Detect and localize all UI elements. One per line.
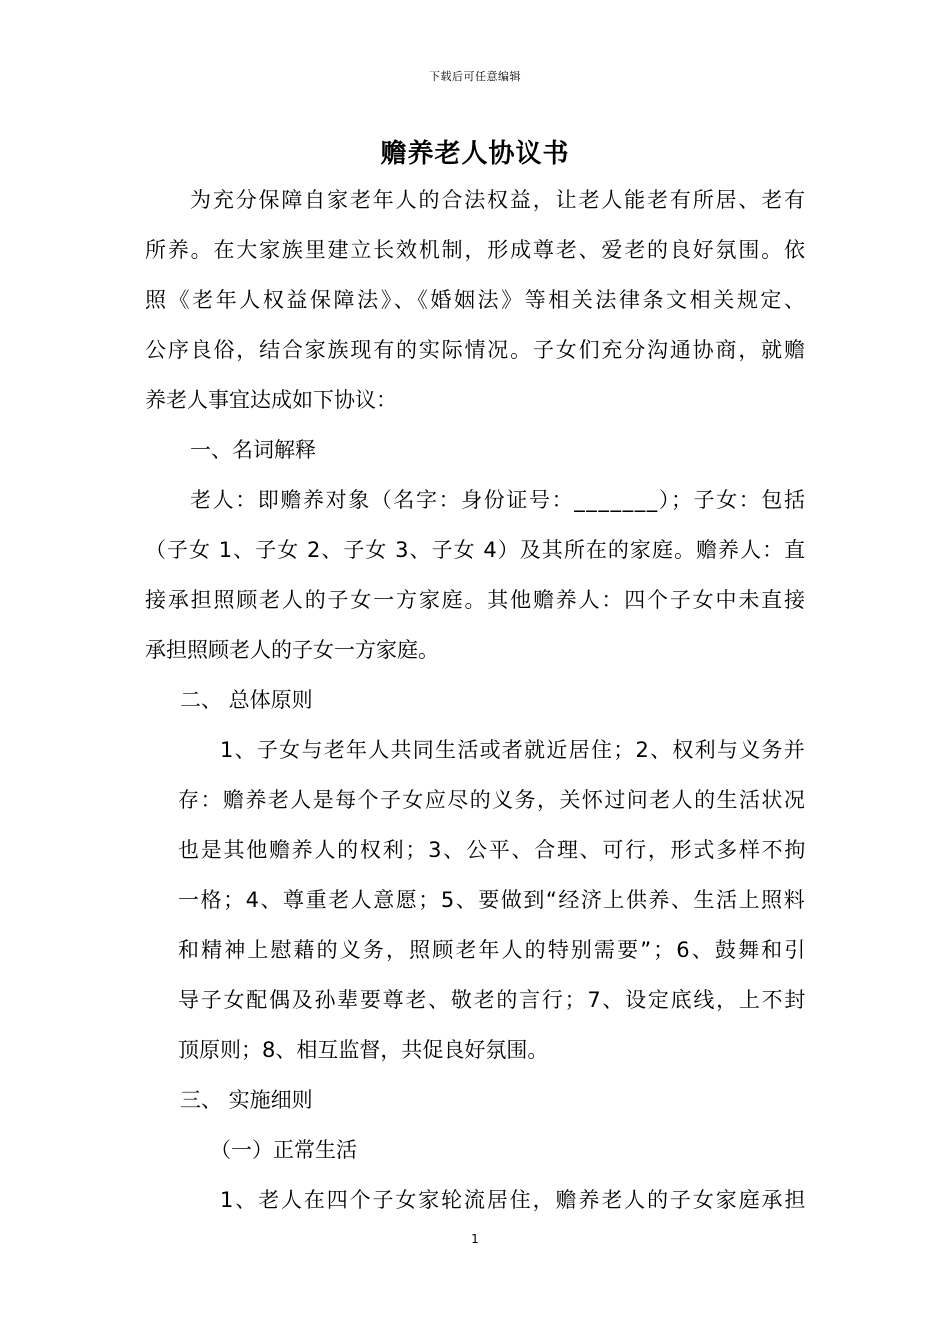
paragraph-line: 承担照顾老人的子女一方家庭。 <box>145 638 439 662</box>
page-number: 1 <box>471 1232 479 1246</box>
paragraph-line: 公序良俗，结合家族现有的实际情况。子女们充分沟通协商，就赡 <box>145 338 807 362</box>
paragraph-line: 老人：即赡养对象（名字：身份证号：_______）；子女：包括 <box>190 488 807 512</box>
paragraph-line: 1、老人在四个子女家轮流居住，赡养老人的子女家庭承担 <box>220 1188 808 1212</box>
paragraph-line: 接承担照顾老人的子女一方家庭。其他赡养人：四个子女中未直接 <box>145 588 807 612</box>
paragraph-line: 1、子女与老年人共同生活或者就近居住；2、权利与义务并 <box>220 738 807 762</box>
paragraph-line: 为充分保障自家老年人的合法权益，让老人能老有所居、老有 <box>190 188 807 212</box>
paragraph-line: （子女 1、子女 2、子女 3、子女 4）及其所在的家庭。赡养人：直 <box>145 538 807 562</box>
paragraph-line: 存：赡养老人是每个子女应尽的义务，关怀过问老人的生活状况 <box>178 788 807 812</box>
header-note: 下载后可任意编辑 <box>429 70 521 83</box>
paragraph-line: 一格；4、尊重老人意愿；5、要做到“经济上供养、生活上照料 <box>178 888 807 912</box>
section-heading: 一、名词解释 <box>190 438 316 462</box>
paragraph-line: 和精神上慰藉的义务，照顾老年人的特别需要”；6、鼓舞和引 <box>178 938 808 962</box>
paragraph-line: 顶原则；8、相互监督，共促良好氛围。 <box>178 1038 549 1062</box>
paragraph-line: 也是其他赡养人的权利；3、公平、合理、可行，形式多样不拘 <box>178 838 808 862</box>
subsection-heading: （一）正常生活 <box>210 1138 357 1162</box>
paragraph-line: 导子女配偶及孙辈要尊老、敬老的言行；7、设定底线，上不封 <box>178 988 808 1012</box>
document-title: 赡养老人协议书 <box>380 139 570 169</box>
paragraph-line: 养老人事宜达成如下协议： <box>145 388 397 412</box>
paragraph-line: 所养。在大家族里建立长效机制，形成尊老、爱老的良好氛围。依 <box>145 238 807 262</box>
section-heading: 三、 实施细则 <box>180 1088 313 1112</box>
section-heading: 二、 总体原则 <box>180 688 313 712</box>
paragraph-line: 照《老年人权益保障法》、《婚姻法》等相关法律条文相关规定、 <box>145 288 808 312</box>
